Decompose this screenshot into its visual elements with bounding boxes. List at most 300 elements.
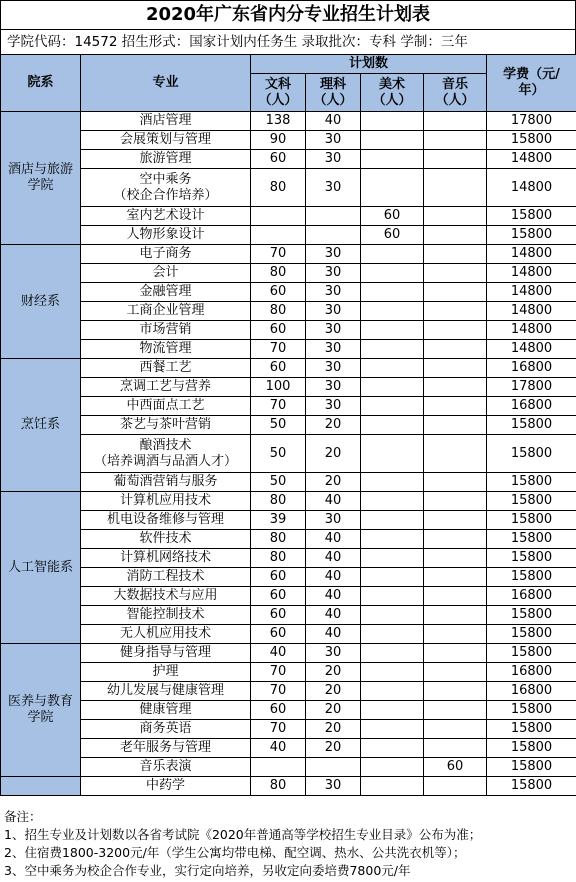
dept-name-line: 学院 — [27, 710, 54, 725]
wen-cell: 80 — [251, 492, 306, 511]
mei-cell — [361, 663, 424, 682]
major-cell — [81, 473, 251, 492]
wen-cell: 70 — [251, 340, 306, 359]
wen-cell: 50 — [251, 473, 306, 492]
li-cell: 20 — [306, 701, 361, 720]
fee-cell: 16800 — [487, 397, 576, 416]
major-cell — [81, 283, 251, 302]
major-name-line: 会展策划与管理 — [119, 132, 211, 147]
wen-cell — [251, 226, 306, 245]
wen-cell: 80 — [251, 777, 306, 796]
mei-cell — [361, 758, 424, 777]
yin-cell — [424, 682, 487, 701]
major-cell — [81, 169, 251, 207]
major-name-line: 会计 — [152, 265, 179, 280]
major-cell — [81, 302, 251, 321]
table-row — [1, 587, 576, 606]
major-name-line: 大数据技术与应用 — [113, 588, 218, 603]
major-name-line: 电子商务 — [139, 246, 192, 261]
table-row — [1, 739, 576, 758]
yin-cell — [424, 283, 487, 302]
mei-cell — [361, 511, 424, 530]
header-li — [306, 74, 361, 112]
major-cell — [81, 397, 251, 416]
mei-cell — [361, 777, 424, 796]
header-wen-line2: （人） — [258, 92, 298, 108]
major-name-line: 茶艺与茶叶营销 — [119, 417, 211, 432]
wen-cell: 138 — [251, 112, 306, 131]
fee-cell: 14800 — [487, 150, 576, 169]
major-cell — [81, 378, 251, 397]
li-cell: 30 — [306, 644, 361, 663]
li-cell: 30 — [306, 169, 361, 207]
fee-cell: 15800 — [487, 530, 576, 549]
major-cell — [81, 701, 251, 720]
li-cell: 30 — [306, 150, 361, 169]
fee-cell: 16800 — [487, 587, 576, 606]
major-name-line: 人物形象设计 — [126, 227, 205, 242]
yin-cell — [424, 587, 487, 606]
fee-cell: 15800 — [487, 207, 576, 226]
mei-cell: 60 — [361, 207, 424, 226]
wen-cell: 39 — [251, 511, 306, 530]
mei-cell — [361, 340, 424, 359]
table-row — [1, 283, 576, 302]
note-item: 1、招生专业及计划数以各省考试院《2020年普通高等学校招生专业目录》公布为准； — [4, 827, 482, 842]
fee-cell: 15800 — [487, 568, 576, 587]
li-cell: 30 — [306, 264, 361, 283]
fee-cell: 15800 — [487, 492, 576, 511]
header-mei — [361, 74, 424, 112]
yin-cell — [424, 340, 487, 359]
note-item: 3、空中乘务为校企合作专业，实行定向培养，另收定向委培费7800元/年 — [4, 863, 411, 878]
wen-cell: 60 — [251, 625, 306, 644]
yin-cell — [424, 625, 487, 644]
li-cell: 40 — [306, 606, 361, 625]
table-row — [1, 435, 576, 473]
page-title: 2020年广东省内分专业招生计划表 — [0, 0, 576, 30]
wen-cell: 80 — [251, 169, 306, 207]
fee-cell: 15800 — [487, 644, 576, 663]
wen-cell: 70 — [251, 245, 306, 264]
major-name-line: 消防工程技术 — [126, 569, 205, 584]
fee-cell: 14800 — [487, 321, 576, 340]
major-cell — [81, 625, 251, 644]
dept-name-line: 学院 — [27, 178, 54, 193]
wen-cell: 50 — [251, 416, 306, 435]
major-cell — [81, 549, 251, 568]
major-name-line: 室内艺术设计 — [126, 208, 205, 223]
major-cell — [81, 739, 251, 758]
mei-cell — [361, 720, 424, 739]
mei-cell — [361, 378, 424, 397]
fee-cell: 14800 — [487, 283, 576, 302]
header-yin-line2: （人） — [435, 92, 475, 108]
major-name-line: 老年服务与管理 — [119, 740, 211, 755]
mei-cell — [361, 397, 424, 416]
table-row — [1, 131, 576, 150]
mei-cell — [361, 131, 424, 150]
table-row — [1, 397, 576, 416]
wen-cell: 60 — [251, 150, 306, 169]
major-name-line: 酒店管理 — [139, 113, 192, 128]
mei-cell — [361, 644, 424, 663]
table-row — [1, 150, 576, 169]
li-cell: 30 — [306, 777, 361, 796]
mei-cell — [361, 321, 424, 340]
major-cell — [81, 587, 251, 606]
fee-cell: 15800 — [487, 549, 576, 568]
wen-cell: 60 — [251, 587, 306, 606]
table-row — [1, 758, 576, 777]
table-row — [1, 682, 576, 701]
wen-cell: 60 — [251, 701, 306, 720]
dept-cell — [1, 359, 81, 492]
mei-cell — [361, 435, 424, 473]
major-name-line: 空中乘务 — [139, 171, 192, 187]
header-mei-line1: 美术 — [378, 76, 405, 92]
major-name-line: 中药学 — [145, 778, 185, 793]
li-cell: 20 — [306, 473, 361, 492]
header-dept: 院系 — [1, 55, 81, 112]
yin-cell — [424, 530, 487, 549]
major-cell — [81, 340, 251, 359]
yin-cell — [424, 606, 487, 625]
table-row — [1, 226, 576, 245]
table-row — [1, 644, 576, 663]
table-row — [1, 530, 576, 549]
major-name-line: 机电设备维修与管理 — [106, 512, 224, 527]
notes-heading: 备注： — [4, 809, 42, 824]
mei-cell — [361, 568, 424, 587]
fee-cell: 15800 — [487, 226, 576, 245]
table-row — [1, 606, 576, 625]
major-name-line: 护理 — [152, 664, 179, 679]
mei-cell — [361, 169, 424, 207]
wen-cell — [251, 207, 306, 226]
li-cell: 20 — [306, 416, 361, 435]
dept-name-line: 烹饪系 — [20, 417, 60, 432]
li-cell: 40 — [306, 530, 361, 549]
wen-cell — [251, 758, 306, 777]
table-row — [1, 359, 576, 378]
header-li-line2: （人） — [313, 92, 353, 108]
li-cell: 30 — [306, 359, 361, 378]
li-cell: 40 — [306, 112, 361, 131]
major-cell — [81, 131, 251, 150]
fee-cell: 15800 — [487, 720, 576, 739]
header-mei-line2: （人） — [372, 92, 412, 108]
fee-cell: 14800 — [487, 245, 576, 264]
wen-cell: 100 — [251, 378, 306, 397]
yin-cell — [424, 397, 487, 416]
major-cell — [81, 435, 251, 473]
table-row — [1, 625, 576, 644]
header-fee-line1: 学费（元/ — [503, 67, 560, 82]
wen-cell: 60 — [251, 359, 306, 378]
yin-cell — [424, 568, 487, 587]
fee-cell: 15800 — [487, 435, 576, 473]
yin-cell — [424, 739, 487, 758]
mei-cell — [361, 606, 424, 625]
yin-cell — [424, 359, 487, 378]
major-cell — [81, 264, 251, 283]
table-row — [1, 416, 576, 435]
dept-cell — [1, 777, 81, 796]
yin-cell — [424, 492, 487, 511]
dept-name-line: 酒店与旅游 — [7, 162, 73, 177]
major-name-line: 健身指导与管理 — [119, 645, 211, 660]
wen-cell: 50 — [251, 435, 306, 473]
table-row — [1, 112, 576, 131]
major-name-line: 商务英语 — [139, 721, 192, 736]
major-cell — [81, 150, 251, 169]
major-name-line: 烹调工艺与营养 — [119, 379, 211, 394]
yin-cell — [424, 416, 487, 435]
mei-cell: 60 — [361, 226, 424, 245]
dept-cell — [1, 644, 81, 777]
wen-cell: 70 — [251, 720, 306, 739]
fee-cell: 16800 — [487, 682, 576, 701]
fee-cell: 14800 — [487, 264, 576, 283]
table-row — [1, 549, 576, 568]
wen-cell: 70 — [251, 397, 306, 416]
table-row — [1, 378, 576, 397]
li-cell: 20 — [306, 682, 361, 701]
fee-cell: 15800 — [487, 473, 576, 492]
mei-cell — [361, 739, 424, 758]
enrollment-plan-table — [0, 54, 576, 796]
li-cell: 40 — [306, 549, 361, 568]
major-cell — [81, 416, 251, 435]
mei-cell — [361, 416, 424, 435]
major-name-line: 葡萄酒营销与服务 — [113, 474, 218, 489]
li-cell: 40 — [306, 625, 361, 644]
mei-cell — [361, 150, 424, 169]
plan-table-body — [1, 112, 576, 796]
yin-cell — [424, 321, 487, 340]
mei-cell — [361, 587, 424, 606]
fee-cell: 17800 — [487, 378, 576, 397]
header-wen — [251, 74, 306, 112]
fee-cell: 15800 — [487, 625, 576, 644]
major-name-line: 计算机应用技术 — [119, 493, 211, 508]
school-info-line: 学院代码：14572 招生形式：国家计划内任务生 录取批次：专科 学制：三年 — [0, 30, 576, 54]
table-row — [1, 264, 576, 283]
mei-cell — [361, 682, 424, 701]
table-row — [1, 720, 576, 739]
major-cell — [81, 492, 251, 511]
mei-cell — [361, 359, 424, 378]
table-row — [1, 340, 576, 359]
fee-cell: 15800 — [487, 758, 576, 777]
li-cell: 20 — [306, 720, 361, 739]
yin-cell — [424, 644, 487, 663]
major-name-line: 无人机应用技术 — [119, 626, 211, 641]
yin-cell — [424, 473, 487, 492]
yin-cell — [424, 150, 487, 169]
li-cell: 30 — [306, 283, 361, 302]
header-yin-line1: 音乐 — [442, 76, 469, 92]
major-name-line: 旅游管理 — [139, 151, 192, 166]
li-cell: 30 — [306, 511, 361, 530]
yin-cell — [424, 131, 487, 150]
yin-cell — [424, 302, 487, 321]
header-major: 专业 — [81, 55, 251, 112]
li-cell: 30 — [306, 340, 361, 359]
yin-cell — [424, 663, 487, 682]
fee-cell: 14800 — [487, 302, 576, 321]
yin-cell — [424, 549, 487, 568]
yin-cell — [424, 777, 487, 796]
li-cell — [306, 207, 361, 226]
li-cell — [306, 758, 361, 777]
li-cell: 20 — [306, 663, 361, 682]
major-name-line: 音乐表演 — [139, 759, 192, 774]
li-cell: 30 — [306, 302, 361, 321]
table-row — [1, 321, 576, 340]
yin-cell: 60 — [424, 758, 487, 777]
major-name-line: 金融管理 — [139, 284, 192, 299]
major-cell — [81, 207, 251, 226]
mei-cell — [361, 264, 424, 283]
li-cell: 30 — [306, 131, 361, 150]
yin-cell — [424, 207, 487, 226]
major-cell — [81, 568, 251, 587]
major-cell — [81, 511, 251, 530]
li-cell: 20 — [306, 435, 361, 473]
major-cell — [81, 606, 251, 625]
major-cell — [81, 777, 251, 796]
wen-cell: 70 — [251, 663, 306, 682]
wen-cell: 90 — [251, 131, 306, 150]
major-name-line: 中西面点工艺 — [126, 398, 205, 413]
major-cell — [81, 226, 251, 245]
major-cell — [81, 321, 251, 340]
major-name-line: 市场营销 — [139, 322, 192, 337]
header-fee-line2: 年） — [518, 83, 545, 98]
yin-cell — [424, 245, 487, 264]
table-row — [1, 169, 576, 207]
wen-cell: 80 — [251, 549, 306, 568]
yin-cell — [424, 378, 487, 397]
dept-cell — [1, 492, 81, 644]
mei-cell — [361, 283, 424, 302]
mei-cell — [361, 530, 424, 549]
fee-cell: 15800 — [487, 777, 576, 796]
fee-cell: 14800 — [487, 169, 576, 207]
table-row — [1, 777, 576, 796]
table-row — [1, 473, 576, 492]
fee-cell: 15800 — [487, 416, 576, 435]
li-cell: 30 — [306, 397, 361, 416]
li-cell: 20 — [306, 739, 361, 758]
table-row — [1, 568, 576, 587]
wen-cell: 80 — [251, 302, 306, 321]
major-name-line: 智能控制技术 — [126, 607, 205, 622]
dept-cell — [1, 112, 81, 245]
dept-name-line: 财经系 — [20, 293, 60, 309]
major-name-line: 工商企业管理 — [126, 303, 205, 318]
li-cell: 30 — [306, 378, 361, 397]
notes-section — [4, 808, 576, 880]
fee-cell: 15800 — [487, 606, 576, 625]
mei-cell — [361, 549, 424, 568]
yin-cell — [424, 226, 487, 245]
major-name-line: （培养调酒与品酒人才） — [93, 453, 237, 469]
header-yin — [424, 74, 487, 112]
wen-cell: 60 — [251, 606, 306, 625]
yin-cell — [424, 264, 487, 283]
li-cell: 30 — [306, 245, 361, 264]
table-row — [1, 302, 576, 321]
header-fee — [487, 55, 576, 112]
dept-name-line: 人工智能系 — [7, 559, 73, 575]
table-row — [1, 245, 576, 264]
fee-cell: 15800 — [487, 131, 576, 150]
table-row — [1, 701, 576, 720]
major-name-line: 软件技术 — [139, 531, 192, 546]
mei-cell — [361, 473, 424, 492]
major-name-line: 健康管理 — [139, 702, 192, 717]
note-item: 2、住宿费1800-3200元/年（学生公寓均带电梯、配空调、热水、公共洗衣机等）； — [4, 845, 466, 860]
table-row — [1, 492, 576, 511]
mei-cell — [361, 701, 424, 720]
fee-cell: 14800 — [487, 340, 576, 359]
li-cell — [306, 226, 361, 245]
yin-cell — [424, 112, 487, 131]
wen-cell: 40 — [251, 739, 306, 758]
table-row — [1, 511, 576, 530]
wen-cell: 60 — [251, 568, 306, 587]
wen-cell: 80 — [251, 264, 306, 283]
major-cell — [81, 644, 251, 663]
yin-cell — [424, 511, 487, 530]
li-cell: 30 — [306, 321, 361, 340]
major-cell — [81, 530, 251, 549]
major-cell — [81, 720, 251, 739]
header-wen-line1: 文科 — [264, 76, 291, 92]
yin-cell — [424, 701, 487, 720]
mei-cell — [361, 302, 424, 321]
fee-cell: 16800 — [487, 359, 576, 378]
table-row — [1, 207, 576, 226]
table-row — [1, 663, 576, 682]
yin-cell — [424, 169, 487, 207]
li-cell: 40 — [306, 587, 361, 606]
major-name-line: 幼儿发展与健康管理 — [106, 683, 224, 698]
major-cell — [81, 245, 251, 264]
mei-cell — [361, 245, 424, 264]
header-li-line1: 理科 — [319, 76, 346, 92]
dept-cell — [1, 245, 81, 359]
major-name-line: 物流管理 — [139, 341, 192, 356]
mei-cell — [361, 625, 424, 644]
mei-cell — [361, 492, 424, 511]
dept-name-line: 医养与教育 — [7, 694, 73, 709]
wen-cell: 80 — [251, 530, 306, 549]
yin-cell — [424, 720, 487, 739]
fee-cell: 16800 — [487, 663, 576, 682]
li-cell: 40 — [306, 492, 361, 511]
major-cell — [81, 682, 251, 701]
major-name-line: 西餐工艺 — [139, 360, 192, 375]
major-cell — [81, 359, 251, 378]
wen-cell: 60 — [251, 283, 306, 302]
fee-cell: 15800 — [487, 701, 576, 720]
fee-cell: 15800 — [487, 739, 576, 758]
fee-cell: 17800 — [487, 112, 576, 131]
